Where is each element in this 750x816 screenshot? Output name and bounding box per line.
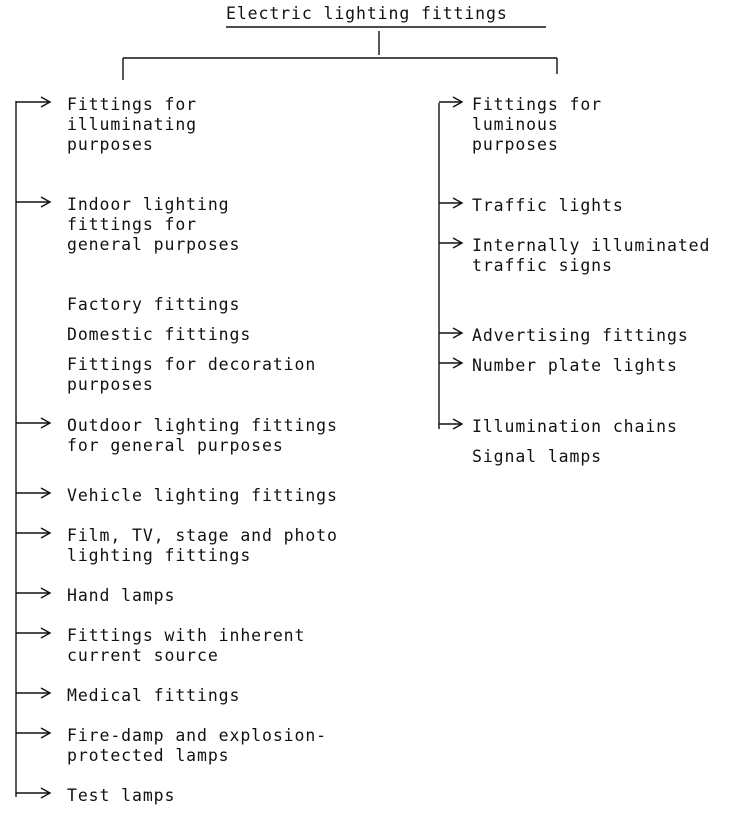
left_branch-item-label: Fittings for decoration (67, 355, 317, 374)
left_branch-item-label: illuminating (67, 115, 198, 134)
right_branch-item-label: Number plate lights (472, 356, 678, 375)
right_branch-item-label: purposes (472, 135, 559, 154)
left_branch-item-label: lighting fittings (67, 546, 252, 565)
left_branch-item-label: Fire-damp and explosion- (67, 726, 328, 745)
left_branch-item-label: Factory fittings (67, 295, 241, 314)
left_branch-item-label: Domestic fittings (67, 325, 252, 344)
right_branch-item-label: Advertising fittings (472, 326, 689, 345)
left_branch-arrow (16, 418, 50, 428)
right_branch-item-label: Signal lamps (472, 447, 603, 466)
left_branch-item-label: purposes (67, 375, 154, 394)
left_branch-item-label: Test lamps (67, 786, 176, 805)
right_branch-arrow (439, 238, 462, 248)
left_branch-item-label: purposes (67, 135, 154, 154)
right_branch-arrow (439, 328, 462, 338)
left_branch-item-label: current source (67, 646, 219, 665)
left_branch-item-label: Medical fittings (67, 686, 241, 705)
left_branch-item-label: protected lamps (67, 746, 230, 765)
left_branch-arrow (16, 628, 50, 638)
diagram-title: Electric lighting fittings (226, 4, 508, 23)
left_branch-item-label: fittings for (67, 215, 198, 234)
right_branch-item-label: Traffic lights (472, 196, 624, 215)
left_branch-arrow (16, 788, 50, 798)
right_branch-item-label: Illumination chains (472, 417, 678, 436)
right_branch-item-label: traffic signs (472, 256, 613, 275)
left_branch-item-label: general purposes (67, 235, 241, 254)
right_branch-arrow (439, 419, 462, 429)
right_branch-arrow (439, 198, 462, 208)
right_branch-item-label: luminous (472, 115, 559, 134)
right_branch-item-label: Internally illuminated (472, 236, 711, 255)
right_branch-arrow (439, 97, 462, 107)
left_branch-item-label: Indoor lighting (67, 195, 230, 214)
left_branch-arrow (16, 488, 50, 498)
left_branch-arrow (16, 688, 50, 698)
left_branch-item-label: Fittings for (67, 95, 198, 114)
left_branch-arrow (16, 528, 50, 538)
left_branch-arrow (16, 197, 50, 207)
left_branch-item-label: Vehicle lighting fittings (67, 486, 338, 505)
left_branch-item-label: Outdoor lighting fittings (67, 416, 338, 435)
left_branch-arrow (16, 588, 50, 598)
left_branch-item-label: Hand lamps (67, 586, 176, 605)
left_branch-item-label: for general purposes (67, 436, 284, 455)
right_branch-arrow (439, 358, 462, 368)
right_branch-item-label: Fittings for (472, 95, 603, 114)
left_branch-arrow (16, 728, 50, 738)
left_branch-item-label: Film, TV, stage and photo (67, 526, 338, 545)
left_branch-item-label: Fittings with inherent (67, 626, 306, 645)
left_branch-arrow (16, 97, 50, 107)
